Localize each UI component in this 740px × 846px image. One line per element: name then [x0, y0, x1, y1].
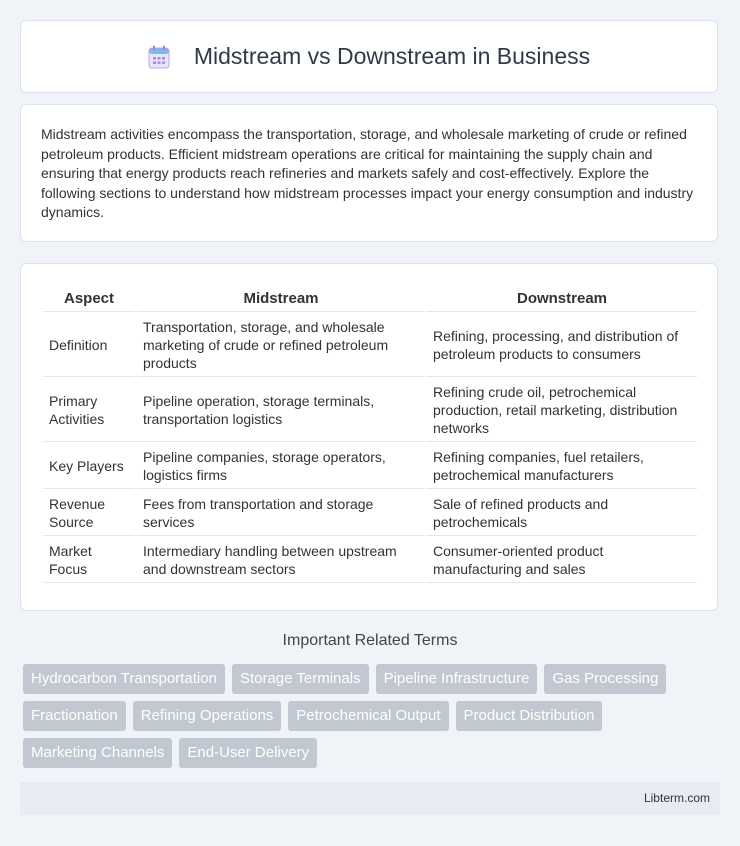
related-terms-title: Important Related Terms — [282, 632, 458, 649]
table-row — [43, 379, 697, 442]
related-term-tag[interactable]: Pipeline Infrastructure — [376, 664, 538, 694]
related-term-tag[interactable]: Refining Operations — [133, 701, 282, 731]
header-downstream: Downstream — [427, 286, 697, 312]
page-title-text: Midstream vs Downstream in Business — [193, 43, 591, 69]
comparison-table — [41, 284, 699, 585]
related-term-tag[interactable]: Gas Processing — [544, 664, 666, 694]
related-term-tag[interactable]: Product Distribution — [456, 701, 603, 731]
table-row — [43, 444, 697, 489]
header-midstream: Midstream — [137, 286, 425, 312]
downstream-cell: Refining crude oil, petrochemical production, retail marketing, distribution networks — [427, 379, 697, 442]
related-term-tag[interactable]: End-User Delivery — [179, 738, 317, 768]
page-title — [148, 43, 590, 70]
aspect-cell: Key Players — [43, 444, 135, 489]
downstream-cell: Refining, processing, and distribution of petroleum products to consumers — [427, 314, 697, 377]
table-header-row — [43, 286, 697, 312]
comparison-table-card — [20, 263, 718, 611]
related-term-tag[interactable]: Fractionation — [23, 701, 126, 731]
aspect-cell: Primary Activities — [43, 379, 135, 442]
table-row — [43, 491, 697, 536]
related-term-tag[interactable]: Marketing Channels — [23, 738, 172, 768]
table-row — [43, 314, 697, 377]
midstream-cell: Pipeline operation, storage terminals, transportation logistics — [137, 379, 425, 442]
header-aspect: Aspect — [43, 286, 135, 312]
midstream-cell: Intermediary handling between upstream and downstream sectors — [137, 538, 425, 583]
table-row — [43, 538, 697, 583]
midstream-cell: Fees from transportation and storage services — [137, 491, 425, 536]
aspect-cell: Definition — [43, 314, 135, 377]
intro-text: Midstream activities encompass the transportation, storage, and wholesale marketing of crude or refined petroleum products. Efficient midstream operations are critical for maintaining the supply chain and ensuring that energy products reach refineries and markets safely and cost-effectively. Explore the following sections to understand how midstream processes impact your energy consumption and industry dynamics. — [41, 126, 694, 220]
downstream-cell: Refining companies, fuel retailers, petrochemical manufacturers — [427, 444, 697, 489]
midstream-cell: Transportation, storage, and wholesale marketing of crude or refined petroleum products — [137, 314, 425, 377]
midstream-cell: Pipeline companies, storage operators, logistics firms — [137, 444, 425, 489]
related-term-tag[interactable]: Petrochemical Output — [288, 701, 448, 731]
footer — [20, 782, 720, 815]
related-terms-list — [23, 664, 723, 775]
related-term-tag[interactable]: Storage Terminals — [232, 664, 369, 694]
related-term-tag[interactable]: Hydrocarbon Transportation — [23, 664, 225, 694]
downstream-cell: Consumer-oriented product manufacturing and sales — [427, 538, 697, 583]
aspect-cell: Market Focus — [43, 538, 135, 583]
footer-site-link[interactable]: Libterm.com — [643, 791, 710, 805]
title-card — [20, 20, 718, 93]
aspect-cell: Revenue Source — [43, 491, 135, 536]
calendar-icon — [148, 45, 170, 69]
downstream-cell: Sale of refined products and petrochemicals — [427, 491, 697, 536]
intro-card — [20, 104, 718, 242]
